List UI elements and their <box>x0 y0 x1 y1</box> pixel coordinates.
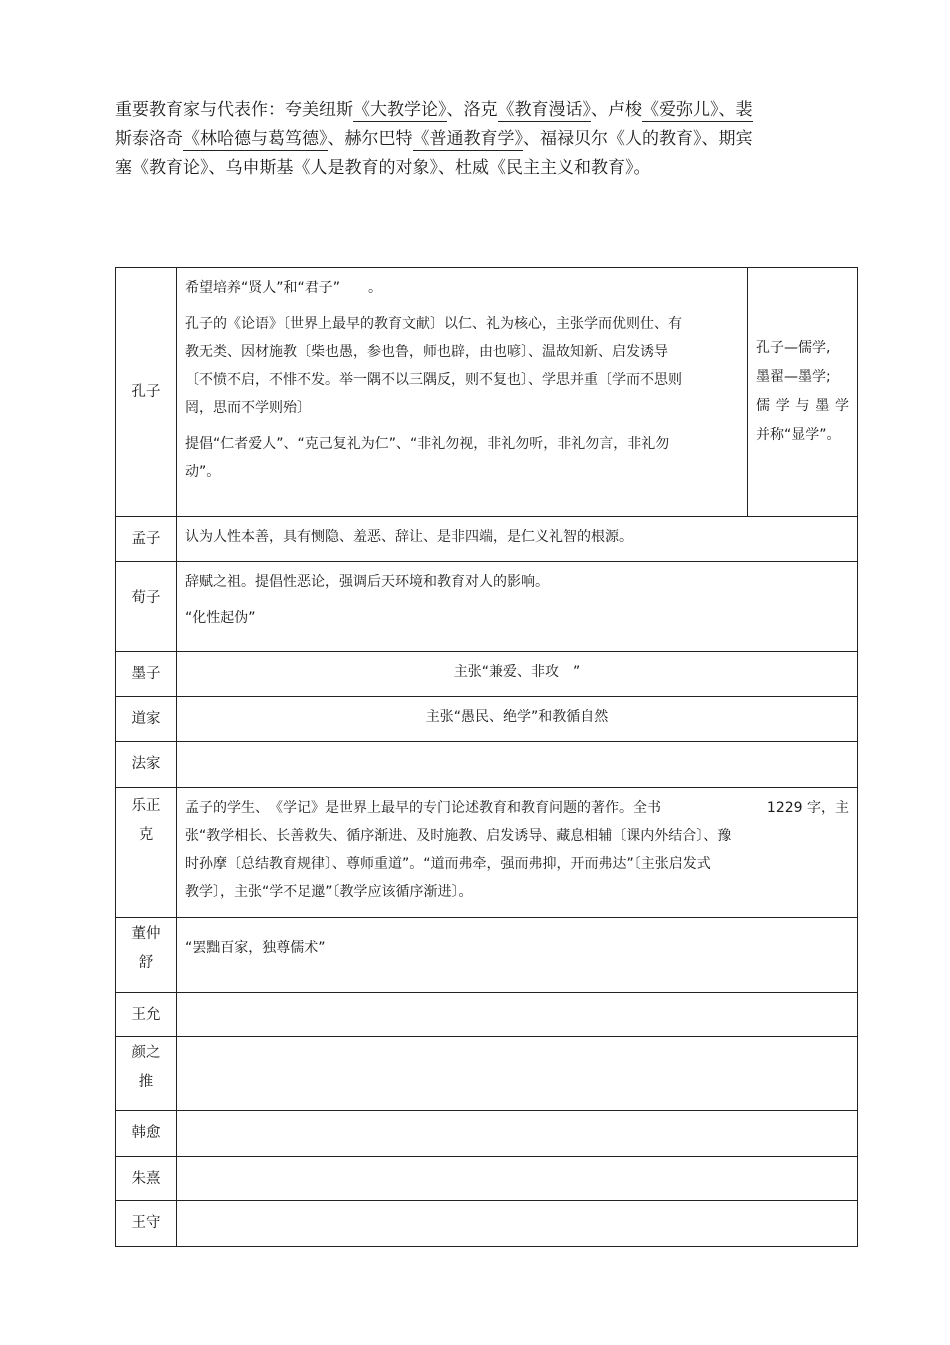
table-row-mozi <box>116 652 858 697</box>
content-paragraph: “化性起伪” <box>185 610 256 626</box>
content-paragraph: 孔子的《论语》〔世界上最早的教育文献〕以仁、礼为核心，主张学而优则仕、有教无类、因材施教〔柴也愚，参也鲁，师也辟，由也喭〕、温故知新、启发诱导〔不愤不启，不悱不发。举一隅不以三隅反，则不复也〕、学思并重〔学而不思则罔，思而不学则殆〕 <box>185 316 682 416</box>
content-paragraph: 提倡“仁者爱人”、“克己复礼为仁”、“非礼勿视，非礼勿听，非礼勿言，非礼勿动”。 <box>185 436 670 480</box>
row-content: 主张“兼爱、非攻 ” <box>177 652 858 697</box>
row-name: 荀子 <box>116 562 177 652</box>
intro-line-2 <box>115 125 855 154</box>
row-name-line: 颜之 <box>131 1045 161 1061</box>
side-note-line <box>756 392 849 421</box>
table-row-xunzi <box>116 562 858 652</box>
row-name <box>116 788 177 918</box>
educators-table <box>115 267 858 1247</box>
row-content <box>177 1201 858 1247</box>
content-paragraph: 辞赋之祖。提倡性恶论，强调后天环境和教育对人的影响。 <box>185 574 549 590</box>
table-row-lezhengke <box>116 788 858 918</box>
table-row-kongzi <box>116 268 858 517</box>
intro-text: 、裴 <box>718 100 753 120</box>
row-name: 朱熹 <box>116 1157 177 1201</box>
side-note-char: 儒 <box>756 398 770 414</box>
table-row-daojia <box>116 697 858 742</box>
book-title: 《普通教育学》 <box>412 129 523 149</box>
row-name: 孔子 <box>116 268 177 517</box>
content-line: 时孙摩〔总结教育规律〕、尊师重道”。“道而弗牵，强而弗抑，开而弗达”〔主张启发式 <box>185 856 711 872</box>
intro-text: 重要教育家与代表作：夸美纽斯 <box>115 100 353 120</box>
row-name-line: 舒 <box>138 955 154 971</box>
table-row-zhuxi <box>116 1157 858 1201</box>
intro-paragraph <box>115 96 855 183</box>
intro-text: 、洛克 <box>446 100 498 120</box>
book-title: 《教育漫话》 <box>497 100 591 120</box>
row-name: 王守 <box>116 1201 177 1247</box>
content-line: 张“教学相长、长善救失、循序渐进、及时施教、启发诱导、藏息相辅〔课内外结合〕、豫 <box>185 828 732 844</box>
row-content: 认为人性本善，具有恻隐、羞恶、辞让、是非四端，是仁义礼智的根源。 <box>177 517 858 562</box>
table-row-fajia <box>116 742 858 788</box>
side-note-line: 并称“显学”。 <box>756 427 841 443</box>
row-content <box>177 993 858 1037</box>
intro-text: 、福禄贝尔《人的教育》、期宾 <box>523 129 753 149</box>
row-name: 法家 <box>116 742 177 788</box>
row-name <box>116 918 177 993</box>
row-name: 韩愈 <box>116 1111 177 1157</box>
intro-line-1 <box>115 96 855 125</box>
book-title: 《大教学论》 <box>353 100 447 120</box>
row-content <box>177 1037 858 1111</box>
row-name: 孟子 <box>116 517 177 562</box>
book-title: 《林哈德与葛笃德》 <box>183 129 328 149</box>
row-name-line: 乐正 <box>131 798 161 814</box>
content-line <box>185 794 849 822</box>
table-row-yanzhitui <box>116 1037 858 1111</box>
row-content <box>177 742 858 788</box>
table-row-dongzhongshu <box>116 918 858 993</box>
table-row-hanyu <box>116 1111 858 1157</box>
row-name-line: 董仲 <box>131 926 161 942</box>
intro-text: 、卢梭 <box>591 100 642 120</box>
row-content: “罢黜百家，独尊儒术” <box>177 918 858 993</box>
intro-text: 、赫尔巴特 <box>327 129 413 149</box>
table-row-wangchong <box>116 993 858 1037</box>
side-note-char: 学 <box>835 398 849 414</box>
row-content <box>177 268 748 517</box>
side-note-line: 墨翟—墨学; <box>756 369 831 385</box>
row-name: 道家 <box>116 697 177 742</box>
content-text: 孟子的学生、 《学记》是世界上最早的专门论述教育和教育问题的著作。全书 <box>185 800 661 816</box>
intro-line-3: 塞《教育论》、乌申斯基《人是教育的对象》、杜威《民主主义和教育》。 <box>115 158 651 178</box>
row-name-line: 克 <box>138 827 154 843</box>
book-title: 《爱弥儿》 <box>642 100 719 120</box>
intro-text: 斯泰洛奇 <box>115 129 183 149</box>
row-name-line: 推 <box>138 1074 154 1090</box>
row-content <box>177 788 858 918</box>
side-note-char: 墨 <box>815 398 830 414</box>
row-name <box>116 1037 177 1111</box>
row-content <box>177 1157 858 1201</box>
row-content <box>177 1111 858 1157</box>
content-text: 1229 字，主 <box>766 800 849 816</box>
table-row-wangshou <box>116 1201 858 1247</box>
side-note <box>748 268 858 517</box>
side-note-line: 孔子—儒学, <box>756 340 831 356</box>
content-line: 教学〕，主张“学不足邋”〔教学应该循序渐进〕。 <box>185 884 473 900</box>
row-name: 王允 <box>116 993 177 1037</box>
side-note-char: 学 <box>775 398 790 414</box>
row-name: 墨子 <box>116 652 177 697</box>
row-content: 主张“愚民、绝学”和教循自然 <box>177 697 858 742</box>
table-row-mengzi <box>116 517 858 562</box>
content-paragraph: 希望培养“贤人”和“君子” 。 <box>185 280 383 296</box>
side-note-char: 与 <box>795 398 810 414</box>
row-content <box>177 562 858 652</box>
